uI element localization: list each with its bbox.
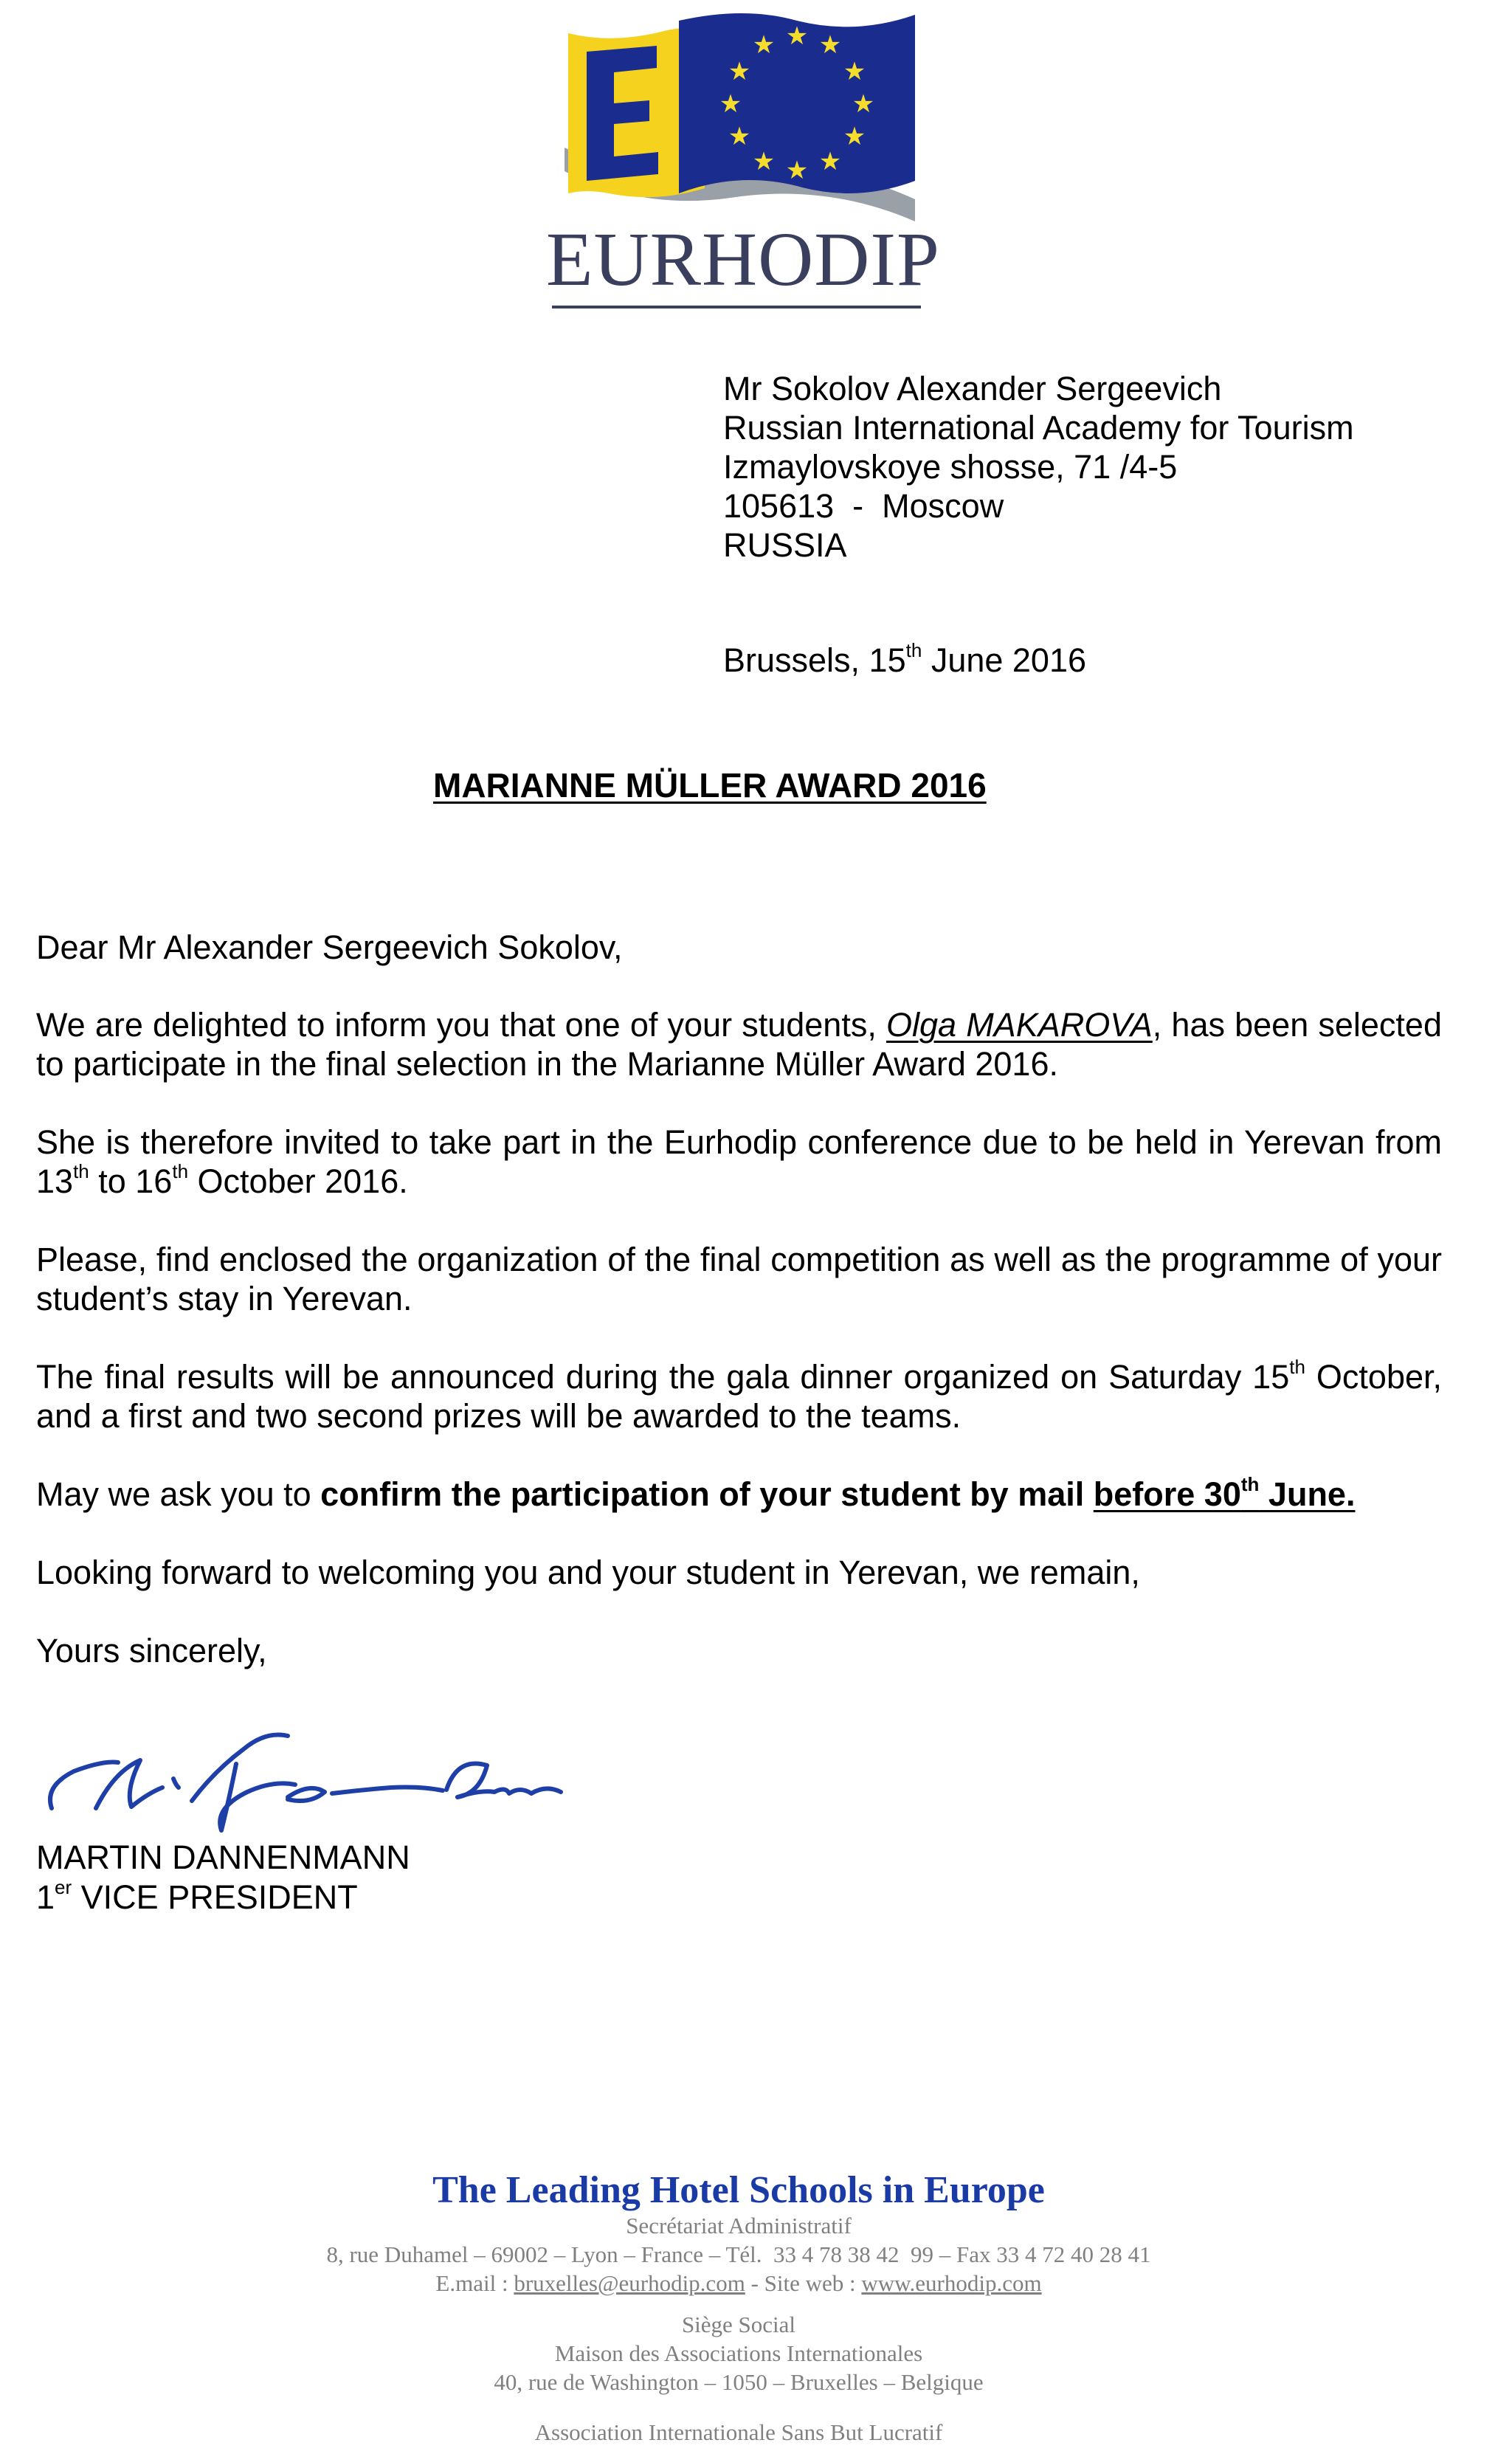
e-letter-icon bbox=[587, 46, 658, 181]
paragraph-enclosure: Please, find enclosed the organization of the final competition as well as the programme of your student’s stay in Yerevan. bbox=[36, 1241, 1442, 1317]
closing-phrase: Yours sincerely, bbox=[36, 1632, 267, 1669]
recipient-line: RUSSIA bbox=[723, 526, 847, 564]
svg-text:★: ★ bbox=[785, 21, 809, 51]
footer-seat-line2: 40, rue de Washington – 1050 – Bruxelles – Belgique bbox=[494, 2369, 984, 2395]
recipient-address bbox=[723, 369, 1461, 565]
svg-text:★: ★ bbox=[852, 89, 875, 119]
svg-text:★: ★ bbox=[785, 156, 809, 185]
svg-text:★: ★ bbox=[818, 30, 842, 60]
logo-wordmark-underline bbox=[552, 306, 921, 309]
footer-admin-heading: Secrétariat Administratif bbox=[626, 2213, 852, 2238]
svg-text:★: ★ bbox=[843, 122, 866, 151]
email-link[interactable]: bruxelles@eurhodip.com bbox=[514, 2270, 745, 2296]
svg-text:★: ★ bbox=[752, 147, 776, 176]
footer-seat-heading: Siège Social bbox=[681, 2312, 796, 2337]
recipient-line: Izmaylovskoye shosse, 71 /4-5 bbox=[723, 448, 1178, 486]
salutation: Dear Mr Alexander Sergeevich Sokolov, bbox=[36, 928, 623, 966]
footer-tagline: The Leading Hotel Schools in Europe bbox=[432, 2169, 1045, 2211]
eurhodip-logo bbox=[546, 0, 940, 317]
footer-contact: E.mail : bruxelles@eurhodip.com - Site web : www.eurhodip.com bbox=[435, 2270, 1042, 2296]
website-link[interactable]: www.eurhodip.com bbox=[861, 2270, 1042, 2296]
signatory-name: MARTIN DANNENMANN bbox=[36, 1838, 410, 1876]
paragraph-results: The final results will be announced during the gala dinner organized on Saturday 15th October, and a first and two second prizes will be awarded to the teams. bbox=[36, 1356, 1443, 1435]
signatory-title: 1er VICE PRESIDENT bbox=[36, 1876, 358, 1916]
svg-text:★: ★ bbox=[728, 57, 751, 86]
deadline: before 30th June. bbox=[1093, 1473, 1356, 1513]
handwritten-signature bbox=[44, 1720, 605, 1838]
footer-legal: Association Internationale Sans But Lucratif bbox=[534, 2419, 943, 2445]
recipient-line: Mr Sokolov Alexander Sergeevich bbox=[723, 370, 1222, 407]
footer-seat-line1: Maison des Associations Internationales bbox=[554, 2340, 923, 2366]
logo-wordmark: EURHODIP bbox=[546, 217, 940, 302]
paragraph-selection: We are delighted to inform you that one of your students, Olga MAKAROVA, has been selected to participate in the final selection in the Marianne Müller Award 2016. bbox=[36, 1006, 1442, 1083]
recipient-line: Russian International Academy for Tourism bbox=[723, 409, 1354, 447]
page-title: MARIANNE MÜLLER AWARD 2016 bbox=[433, 766, 987, 804]
svg-text:★: ★ bbox=[752, 30, 776, 60]
svg-text:★: ★ bbox=[719, 89, 742, 119]
svg-text:★: ★ bbox=[843, 57, 866, 86]
paragraph-confirm: May we ask you to confirm the participation of your student by mail before 30th June. bbox=[36, 1473, 1356, 1513]
svg-text:★: ★ bbox=[728, 122, 751, 151]
footer-admin-address: 8, rue Duhamel – 69002 – Lyon – France – Tél. 33 4 78 38 42 99 – Fax 33 4 72 40 28 41 bbox=[326, 2241, 1151, 2267]
confirm-request: confirm the participation of your student by mail bbox=[320, 1475, 1085, 1513]
recipient-line: 105613 - Moscow bbox=[723, 487, 1004, 525]
paragraph-closing: Looking forward to welcoming you and your student in Yerevan, we remain, bbox=[36, 1554, 1140, 1591]
student-name: Olga MAKAROVA bbox=[886, 1006, 1153, 1044]
svg-text:★: ★ bbox=[818, 147, 842, 176]
letter-date: Brussels, 15th June 2016 bbox=[723, 639, 1087, 679]
paragraph-invitation: She is therefore invited to take part in the Eurhodip conference due to be held in Yerevan from 13th to 16th October 2016. bbox=[36, 1123, 1442, 1200]
